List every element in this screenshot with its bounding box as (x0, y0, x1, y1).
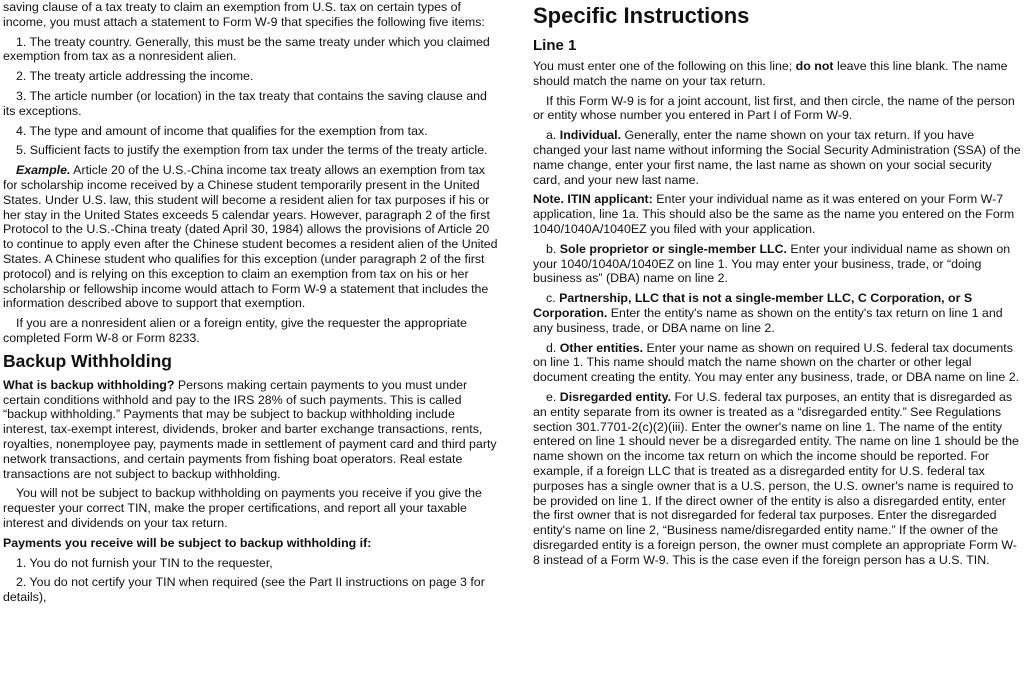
treaty-statement-paragraph: saving clause of a tax treaty to claim an exemption from U.S. tax on certain types of income, you must attach a statement to Form W-9 that specifies the following five items: (3, 0, 485, 29)
treaty-item-5: 5. Sufficient facts to justify the exemption from tax under the terms of the treaty article. (16, 143, 488, 158)
treaty-item-2: 2. The treaty article addressing the income. (16, 69, 254, 84)
sole-proprietor-label: Sole proprietor or single-member LLC. (559, 241, 787, 256)
item-a-prefix: a. (546, 128, 560, 143)
item-b-prefix: b. (546, 241, 560, 256)
example-text: Article 20 of the U.S.-China income tax treaty allows an exemption from tax for scholarship income received by a Chinese student temporarily present in the United States. Under U.S. law, this student will become a resident alien for tax purposes if his or her stay in the United States exceeds 5 calendar years. However, paragraph 2 of the first Protocol to the U.S.-China treaty (dated April 30, 1984) allows the provisions of Article 20 to continue to apply even after the Chinese student becomes a resident alien of the United States. A Chinese student who qualifies for this exception (under paragraph 2 of the first protocol) and is relying on this exception to claim an exemption from tax on his or her scholarship or fellowship income would attach to Form W-9 a statement that includes the information described above to support that exemption. (3, 163, 498, 311)
partnership-paragraph (533, 291, 1022, 335)
sole-proprietor-text: Enter your individual name as shown on your 1040/1040A/1040EZ on line 1. You may enter your business, trade, or “doing business as” (DBA) name on line 2. (533, 241, 1011, 286)
what-is-backup-paragraph (3, 378, 498, 482)
left-column (3, 0, 498, 610)
right-column (533, 0, 1022, 573)
not-subject-paragraph: You will not be subject to backup withholding on payments you receive if you give the requester your correct TIN, make the proper certifications, and report all your taxable interest and dividends on your tax return. (3, 486, 482, 530)
individual-text: Generally, enter the name shown on your tax return. If you have changed your last name without informing the Social Security Administration (SSA) of the name change, enter your first name, the last name as shown on your social security card, and your new last name. (533, 128, 1021, 187)
itin-note-paragraph (533, 192, 1022, 236)
intro-do-not: do not (795, 59, 834, 73)
backup-item-2: 2. You do not certify your TIN when required (see the Part II instructions on page 3 for details), (3, 575, 485, 605)
joint-account-paragraph: If this Form W-9 is for a joint account, list first, and then circle, the name of the person or entity whose number you entered in Part I of Form W-9. (533, 93, 1015, 123)
specific-instructions-heading: Specific Instructions (533, 3, 750, 28)
sole-proprietor-paragraph (533, 242, 1022, 286)
item-d-prefix: d. (546, 340, 560, 355)
intro-text-b: leave this line blank. The name should match the name on your tax return. (533, 59, 1008, 88)
treaty-item-3: 3. The article number (or location) in the tax treaty that contains the saving clause and its exceptions. (3, 88, 487, 118)
treaty-item-4: 4. The type and amount of income that qualifies for the exemption from tax. (16, 123, 428, 138)
itin-text: Enter your individual name as it was entered on your Form W-7 application, line 1a. This should also be the same as the name you entered on the Form 1040/1040A/1040EZ you filed with your application. (533, 192, 1015, 236)
other-entities-text: Enter your name as shown on required U.S. federal tax documents on line 1. This name should match the name shown on the charter or other legal document creating the entity. You may enter any business, trade, or DBA name on line 2. (533, 340, 1020, 385)
partnership-label: Partnership, LLC that is not a single-member LLC, C Corporation, or S Corporation. (533, 291, 973, 320)
payments-subject-heading (3, 536, 498, 551)
itin-label: Note. ITIN applicant: (533, 192, 653, 207)
disregarded-entity-paragraph (533, 390, 1022, 568)
backup-item-1: 1. You do not furnish your TIN to the requester, (16, 555, 273, 570)
individual-label: Individual. (559, 128, 622, 143)
example-label: Example. (16, 163, 71, 178)
what-is-backup-text: Persons making certain payments to you must under certain conditions withhold and pay to the IRS 28% of such payments. This is called “backup withholding.” Payments that may be subject to backup withholding include interest, tax-exempt interest, dividends, broker and barter exchange transactions, rents, royalties, nonemployee pay, payments made in settlement of payment card and third party network transactions, and certain payments from fishing boat operators. Real estate transactions are not subject to backup withholding. (3, 377, 497, 481)
partnership-text: Enter the entity's name as shown on the entity's tax return on line 1 and any business, trade, or DBA name on line 2. (533, 305, 1003, 335)
other-entities-label: Other entities. (559, 340, 644, 355)
other-entities-paragraph (533, 341, 1022, 385)
disregarded-entity-label: Disregarded entity. (559, 389, 672, 404)
nonresident-paragraph: If you are a nonresident alien or a foreign entity, give the requester the appropriate completed Form W-8 or Form 8233. (3, 316, 467, 345)
intro-text-a: You must enter one of the following on this line; (533, 59, 796, 73)
line-1-heading: Line 1 (533, 37, 577, 54)
what-is-backup-label: What is backup withholding? (3, 377, 175, 392)
backup-withholding-heading: Backup Withholding (3, 350, 172, 371)
item-e-prefix: e. (546, 389, 560, 404)
line-1-intro-paragraph (533, 59, 1022, 89)
disregarded-entity-text: For U.S. federal tax purposes, an entity that is disregarded as an entity separate from its owner is treated as a “disregarded entity.” See Regulations section 301.7701-2(c)(2)(iii). Enter the owner's name on line 1. The name of the entity entered on line 1 should never be a disregarded entity. The name on line 1 should be the name shown on the income tax return on which the income should be reported. For example, if a foreign LLC that is treated as a disregarded entity for U.S. federal tax purposes has a single owner that is a U.S. person, the U.S. owner's name is required to be provided on line 1. If the direct owner of the entity is also a disregarded entity, enter the first owner that is not disregarded for federal tax purposes. Enter the disregarded entity's name on line 2, “Business name/disregarded entity name.” If the owner of the disregarded entity is a foreign person, the owner must complete an appropriate Form W-8 instead of a Form W-9. This is the case even if the foreign person has a U.S. TIN. (533, 389, 1019, 567)
treaty-item-1: 1. The treaty country. Generally, this must be the same treaty under which you claimed exemption from tax as a nonresident alien. (3, 34, 490, 64)
individual-paragraph (533, 128, 1022, 187)
example-paragraph (3, 163, 498, 311)
payments-subject-label: Payments you receive will be subject to backup withholding if: (3, 535, 372, 550)
item-c-prefix: c. (546, 291, 560, 306)
